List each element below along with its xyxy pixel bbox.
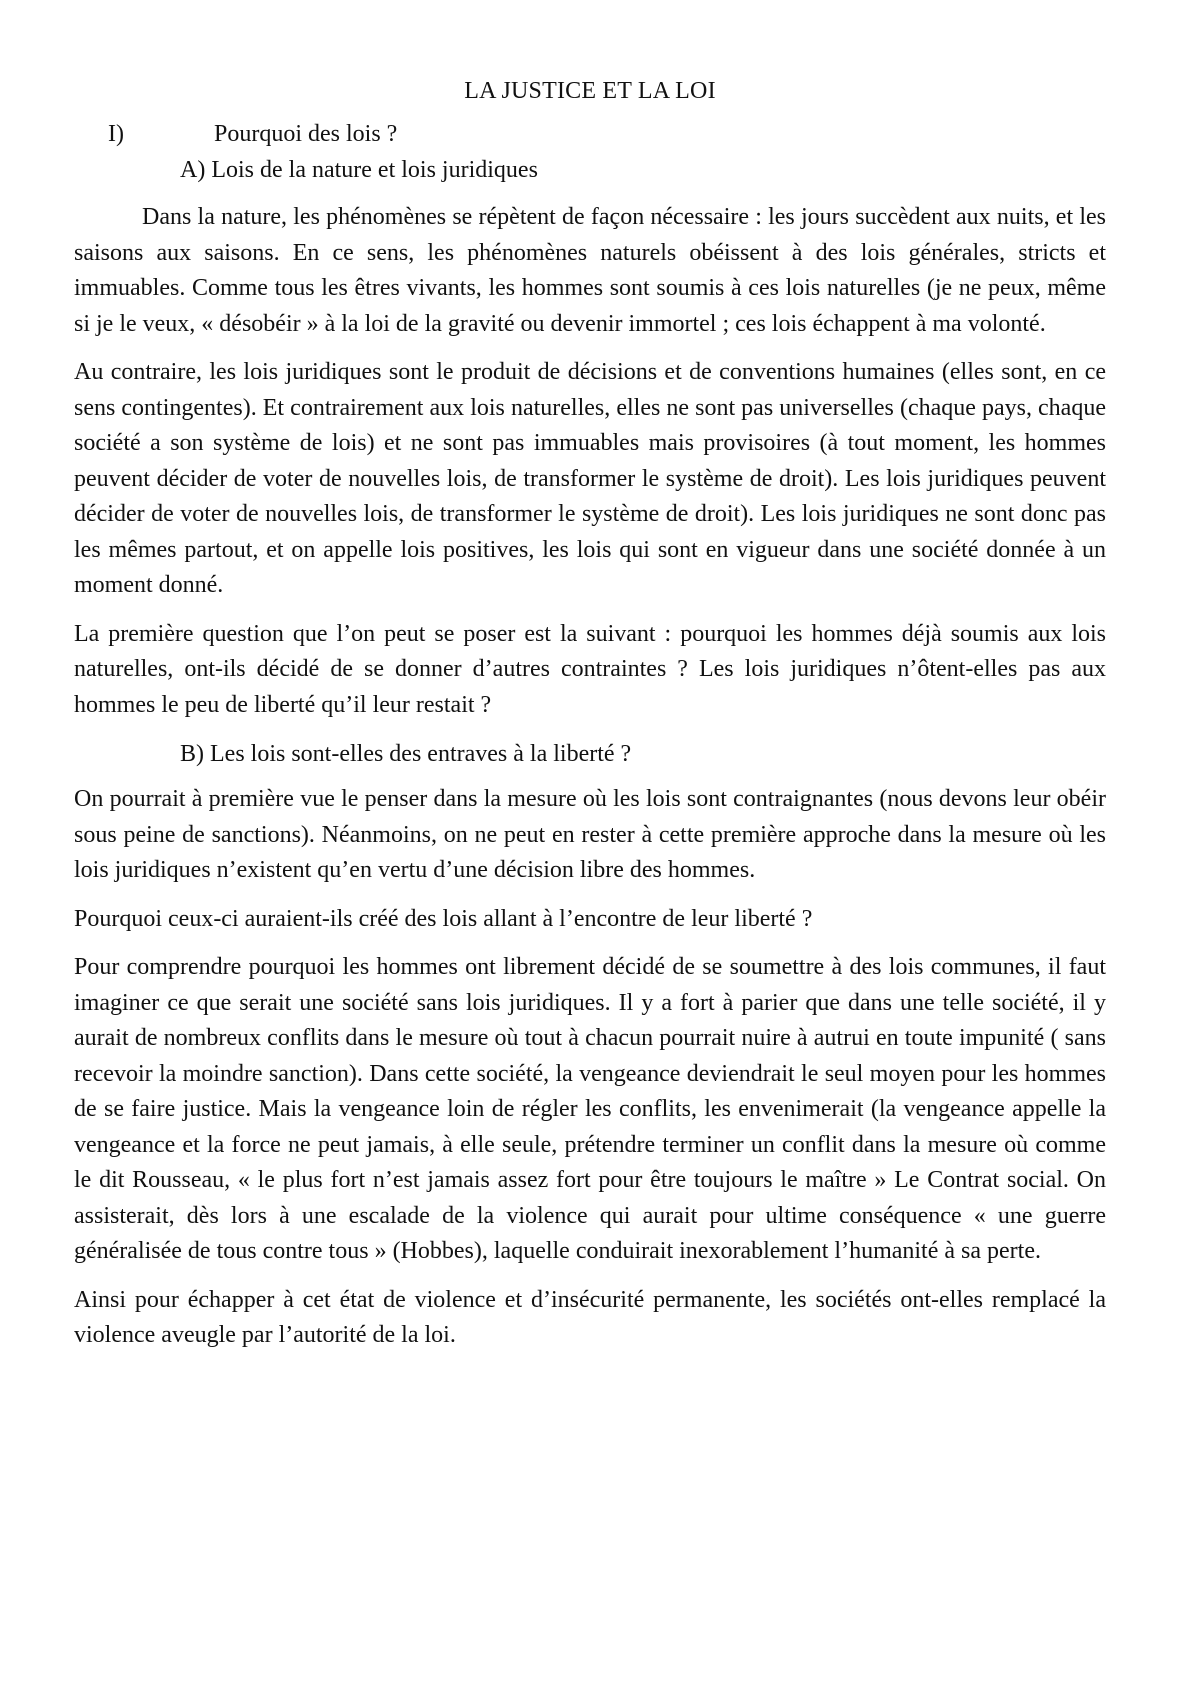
paragraph: Ainsi pour échapper à cet état de violence et d’insécurité permanente, les sociétés ont-elles remplacé la violence aveugle par l’autorité de la loi. — [74, 1286, 1106, 1348]
section-title: Pourquoi des lois ? — [214, 121, 398, 147]
subsection-heading-b: B) Les lois sont-elles des entraves à la liberté ? — [180, 741, 632, 767]
paragraph: Au contraire, les lois juridiques sont le produit de décisions et de conventions humaines (elles sont, en ce sens contingentes). Et contrairement aux lois naturelles, elles ne sont pas universelles (chaque pays, chaque société a son système de lois) et ne sont pas immuables mais provisoires (à tout moment, les hommes peuvent décider de voter de nouvelles lois, de transformer le système de droit). Les lois juridiques peuvent décider de voter de nouvelles lois, de transformer le système de droit). Les lois juridiques ne sont donc pas les mêmes partout, et on appelle lois positives, les lois qui sont en vigueur dans une société donnée à un moment donné. — [74, 359, 1106, 598]
paragraph: On pourrait à première vue le penser dans la mesure où les lois sont contraignantes (nous devons leur obéir sous peine de sanctions). Néanmoins, on ne peut en rester à cette première approche dans la mesure où les lois juridiques n’existent qu’en vertu d’une décision libre des hommes. — [74, 786, 1106, 883]
document-title: LA JUSTICE ET LA LOI — [464, 78, 716, 104]
subsection-heading-a: A) Lois de la nature et lois juridiques — [180, 157, 538, 183]
paragraph: Pourquoi ceux-ci auraient-ils créé des lois allant à l’encontre de leur liberté ? — [74, 905, 813, 932]
paragraph: Pour comprendre pourquoi les hommes ont librement décidé de se soumettre à des lois communes, il faut imaginer ce que serait une société sans lois juridiques. Il y a fort à parier que dans une telle société, il y aurait de nombreux conflits dans le mesure où tout à chacun pourrait nuire à autrui en toute impunité ( sans recevoir la moindre sanction). Dans cette société, la vengeance deviendrait le seul moyen pour les hommes de se faire justice. Mais la vengeance loin de régler les conflits, les envenimerait (la vengeance appelle la vengeance et la force ne peut jamais, à elle seule, prétendre terminer un conflit dans la mesure où comme le dit Rousseau, « le plus fort n’est jamais assez fort pour être toujours le maître » Le Contrat social. On assisterait, dès lors à une escalade de la violence qui aurait pour ultime conséquence « une guerre généralisée de tous contre tous » (Hobbes), laquelle conduirait inexorablement l’humanité à sa perte. — [74, 954, 1106, 1264]
document-page — [74, 76, 1106, 1367]
section-number: I) — [108, 121, 124, 147]
section-heading — [74, 116, 1106, 152]
paragraph: Dans la nature, les phénomènes se répètent de façon nécessaire : les jours succèdent aux nuits, et les saisons aux saisons. En ce sens, les phénomènes naturels obéissent à des lois générales, stricts et immuables. Comme tous les êtres vivants, les hommes sont soumis à ces lois naturelles (je ne peux, même si je le veux, « désobéir » à la loi de la gravité ou devenir immortel ; ces lois échappent à ma volonté. — [74, 204, 1106, 337]
paragraph: La première question que l’on peut se poser est la suivant : pourquoi les hommes déjà soumis aux lois naturelles, ont-ils décidé de se donner d’autres contraintes ? Les lois juridiques n’ôtent-elles pas aux hommes le peu de liberté qu’il leur restait ? — [74, 620, 1106, 718]
